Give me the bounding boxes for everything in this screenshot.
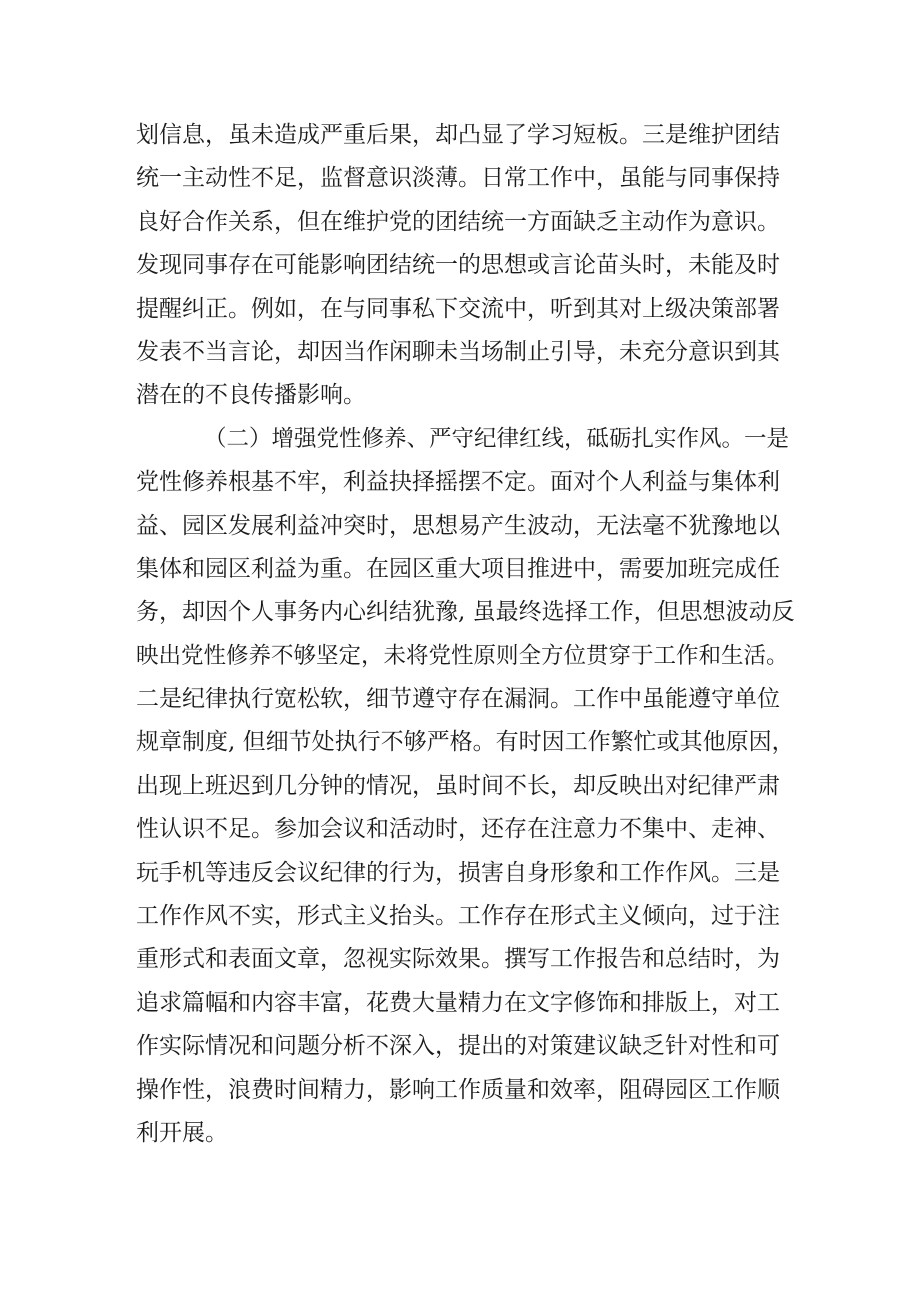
text-line: 发表不当言论，却因当作闲聊未当场制止引导，未充分意识到其	[136, 338, 780, 365]
text-line: 益、园区发展利益冲突时，思想易产生波动，无法毫不犹豫地以	[136, 512, 780, 539]
text-line: 作实际情况和问题分析不深入，提出的对策建议缺乏针对性和可	[136, 1033, 780, 1060]
text-line: 操作性，浪费时间精力，影响工作质量和效率，阻碍园区工作顺	[136, 1076, 780, 1103]
text-line: 玩手机等违反会议纪律的行为，损害自身形象和工作作风。三是	[136, 859, 780, 886]
text-line: 规章制度, 但细节处执行不够严格。有时因工作繁忙或其他原因，	[136, 729, 795, 756]
text-line: 潜在的不良传播影响。	[136, 382, 366, 409]
text-line: 党性修养根基不牢，利益抉择摇摆不定。面对个人利益与集体利	[136, 469, 780, 496]
text-line: 重形式和表面文章，忽视实际效果。撰写工作报告和总结时，为	[136, 946, 780, 973]
text-line: 出现上班迟到几分钟的情况，虽时间不长，却反映出对纪律严肃	[136, 772, 780, 799]
text-line: 工作作风不实，形式主义抬头。工作存在形式主义倾向，过于注	[136, 903, 780, 930]
text-line: 提醒纠正。例如，在与同事私下交流中，听到其对上级决策部署	[136, 295, 780, 322]
text-line: 统一主动性不足，监督意识淡薄。日常工作中，虽能与同事保持	[136, 165, 780, 192]
text-line: 良好合作关系，但在维护党的团结统一方面缺乏主动作为意识。	[136, 208, 780, 235]
text-line: 发现同事存在可能影响团结统一的思想或言论苗头时，未能及时	[136, 252, 780, 279]
text-line: 利开展。	[136, 1119, 228, 1146]
text-line: 映出党性修养不够坚定，未将党性原则全方位贯穿于工作和生活。	[136, 642, 789, 669]
text-line: 追求篇幅和内容丰富，花费大量精力在文字修饰和排版上，对工	[136, 989, 780, 1016]
text-line: 集体和园区利益为重。在园区重大项目推进中，需要加班完成任	[136, 555, 780, 582]
text-line: 务，却因个人事务内心纠结犹豫, 虽最终选择工作，但思想波动反	[136, 599, 795, 626]
text-line: 二是纪律执行宽松软，细节遵守存在漏洞。工作中虽能遵守单位	[136, 686, 780, 713]
text-line: 性认识不足。参加会议和活动时，还存在注意力不集中、走神、	[136, 816, 780, 843]
section-heading-line: （二）增强党性修养、严守纪律红线，砥砺扎实作风。一是	[204, 425, 790, 452]
text-line: 划信息，虽未造成严重后果，却凸显了学习短板。三是维护团结	[136, 122, 780, 148]
body-text	[136, 114, 796, 1155]
